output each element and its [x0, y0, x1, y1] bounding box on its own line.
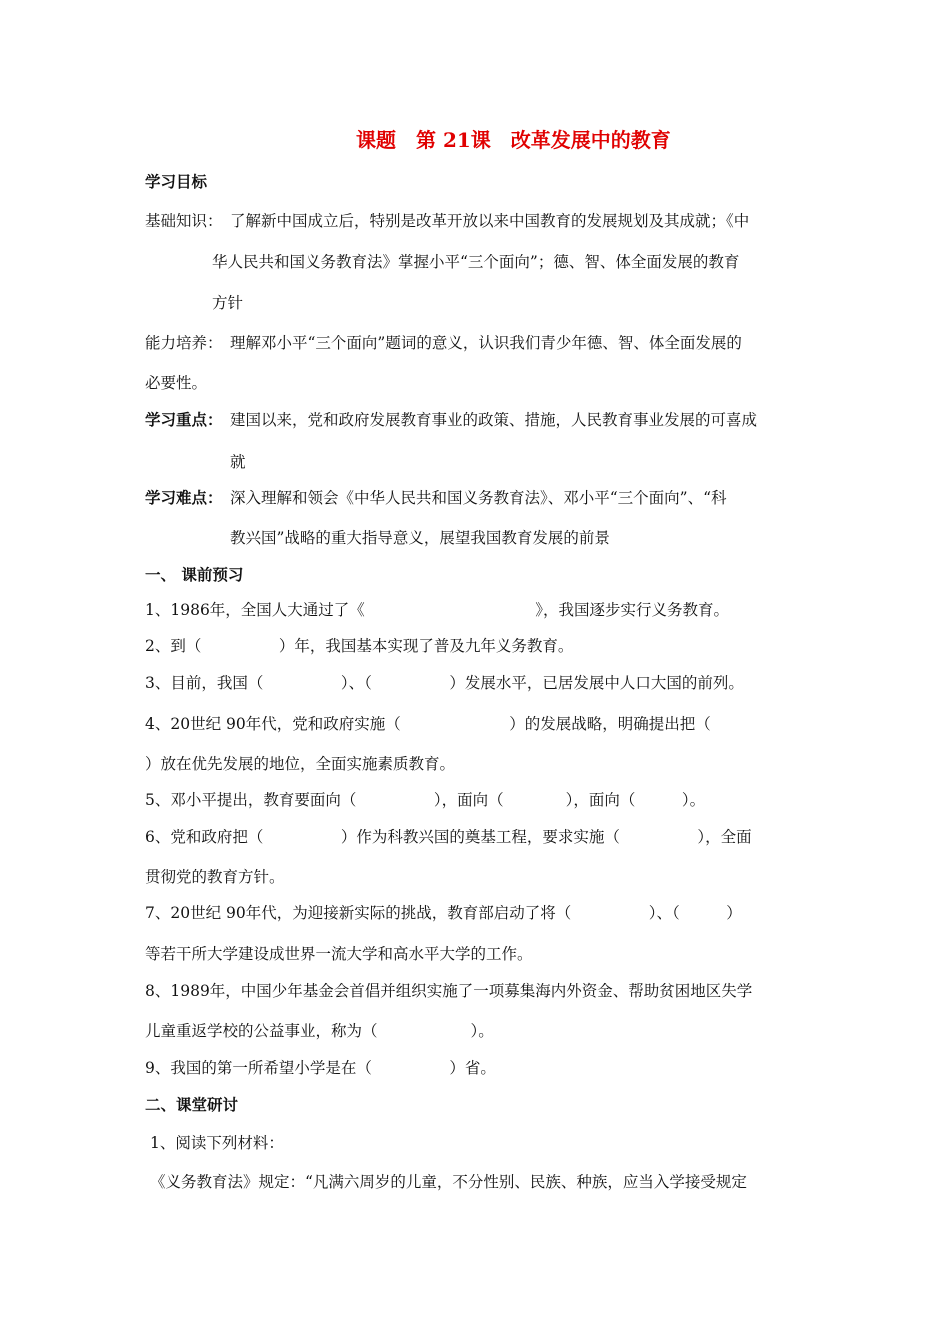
- difficulties-label: 学习难点：: [145, 488, 223, 507]
- key-points-line-1: 建国以来，党和政府发展教育事业的政策、措施，人民教育事业发展的可喜成: [230, 411, 758, 429]
- question-6-line-2: 贯彻党的教育方针。: [145, 868, 285, 886]
- section-1-heading: 一、 课前预习: [145, 565, 244, 584]
- question-4-line-1: 4、20世纪 90年代，党和政府实施（ ）的发展战略，明确提出把（: [145, 715, 711, 733]
- question-5: 5、邓小平提出，教育要面向（ ），面向（ ），面向（ ）。: [145, 791, 706, 809]
- basic-knowledge-label: 基础知识：: [145, 212, 223, 230]
- question-6-line-1: 6、党和政府把（ ）作为科教兴国的奠基工程，要求实施（ ），全面: [145, 828, 752, 846]
- ability-line-1: 理解邓小平“三个面向”题词的意义，认识我们青少年德、智、体全面发展的: [230, 334, 742, 352]
- difficulties-line-1: 深入理解和领会《中华人民共和国义务教育法》、邓小平“三个面向”、“科: [230, 489, 727, 507]
- question-1: 1、1986年，全国人大通过了《 》，我国逐步实行义务教育。: [145, 601, 730, 619]
- difficulties-line-2: 教兴国”战略的重大指导意义，展望我国教育发展的前景: [230, 529, 610, 547]
- question-3: 3、目前，我国（ ）、（ ）发展水平，已居发展中人口大国的前列。: [145, 674, 744, 692]
- section-2-item-1: 1、阅读下列材料：: [150, 1134, 284, 1152]
- basic-knowledge-line-1: 了解新中国成立后，特别是改革开放以来中国教育的发展规划及其成就；《中: [230, 212, 750, 230]
- objectives-heading: 学习目标: [145, 172, 208, 191]
- question-8-line-1: 8、1989年，中国少年基金会首倡并组织实施了一项募集海内外资金、帮助贫困地区失学: [145, 982, 753, 1000]
- basic-knowledge-line-2: 华人民共和国义务教育法》掌握小平“三个面向”；德、智、体全面发展的教育: [212, 253, 740, 271]
- section-2-heading: 二、课堂研讨: [145, 1095, 239, 1114]
- page-title: 课题 第 21课 改革发展中的教育: [356, 128, 671, 152]
- question-7-line-2: 等若干所大学建设成世界一流大学和高水平大学的工作。: [145, 945, 533, 963]
- key-points-label: 学习重点：: [145, 410, 223, 429]
- ability-label: 能力培养：: [145, 334, 223, 352]
- material-text: 《义务教育法》规定：“凡满六周岁的儿童，不分性别、民族、种族，应当入学接受规定: [150, 1173, 747, 1191]
- question-7-line-1: 7、20世纪 90年代，为迎接新实际的挑战，教育部启动了将（ ）、（ ）: [145, 904, 742, 922]
- ability-line-2: 必要性。: [145, 374, 208, 392]
- question-4-line-2: ）放在优先发展的地位，全面实施素质教育。: [145, 755, 456, 773]
- question-2: 2、到（ ）年，我国基本实现了普及九年义务教育。: [145, 637, 574, 655]
- basic-knowledge-line-3: 方针: [212, 294, 244, 312]
- question-8-line-2: 儿童重返学校的公益事业，称为（ ）。: [145, 1022, 494, 1040]
- key-points-line-2: 就: [230, 453, 246, 471]
- question-9: 9、我国的第一所希望小学是在（ ）省。: [145, 1059, 496, 1077]
